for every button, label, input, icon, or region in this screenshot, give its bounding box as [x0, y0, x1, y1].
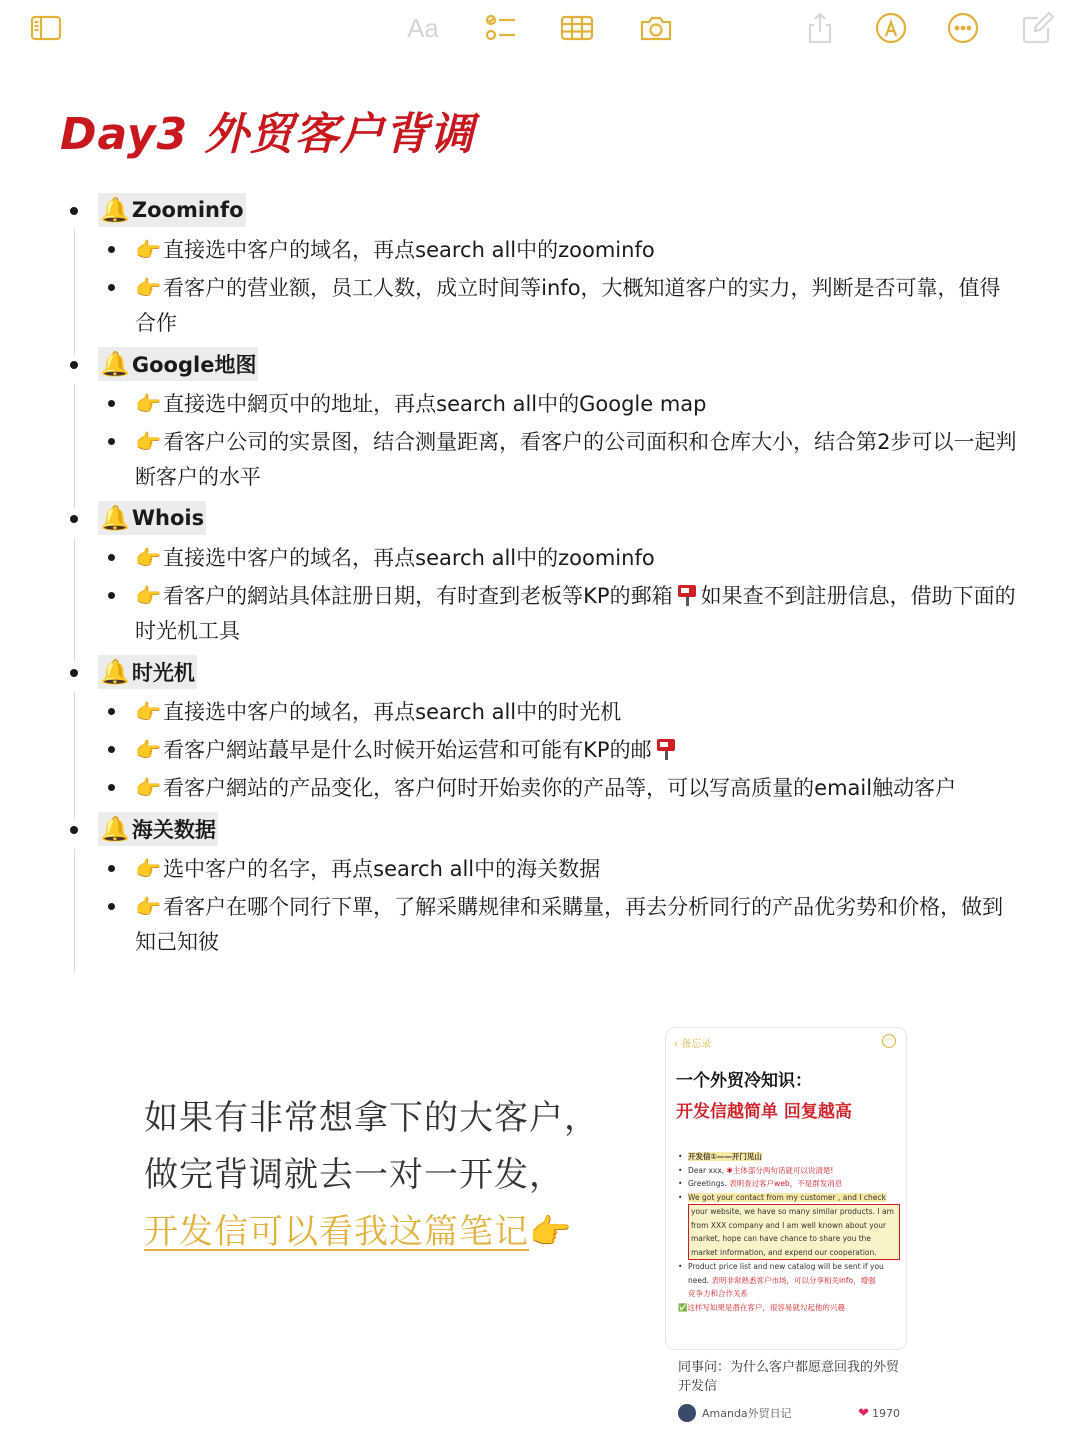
section-label-text: Whois	[131, 506, 205, 530]
list-item[interactable]	[135, 579, 1030, 649]
card-row	[674, 1150, 900, 1164]
sidebar-icon[interactable]	[26, 10, 66, 46]
compose-icon[interactable]	[1017, 10, 1057, 46]
note-thumbnail-card[interactable]	[665, 1027, 907, 1350]
card-text: from XXX company and I am well known about your	[691, 1220, 887, 1230]
share-icon[interactable]	[800, 10, 840, 46]
bullet	[70, 207, 78, 215]
bullet	[70, 669, 78, 677]
card-row	[674, 1260, 900, 1274]
author-name[interactable]: Amanda外贸日记	[702, 1407, 792, 1420]
section-label	[98, 501, 206, 535]
indent-guide	[74, 538, 75, 662]
card-row	[674, 1301, 900, 1315]
list-item[interactable]	[135, 771, 1030, 806]
back-link[interactable]: ‹ 备忘录	[674, 1039, 712, 1050]
bullet	[108, 284, 115, 291]
card-footer	[678, 1403, 900, 1423]
card-section-label: 开发信	[688, 1152, 711, 1161]
card-row	[674, 1164, 900, 1178]
card-row	[674, 1274, 900, 1288]
bullet	[108, 865, 115, 872]
text-format-icon[interactable]: Aa	[407, 12, 439, 43]
card-subheading: 开发信越简单 回复越高	[676, 1102, 852, 1122]
list-item-text: 直接选中網页中的地址，再点search all中的Google map	[163, 392, 707, 416]
card-note: ✱主体部分两句话就可以说清楚!	[726, 1165, 834, 1175]
bullet	[108, 708, 115, 715]
bullet	[108, 784, 115, 791]
section-label-text: 海关数据	[131, 818, 216, 842]
bullet	[108, 746, 115, 753]
more-icon[interactable]: ···	[882, 1034, 896, 1048]
promo-line: 做完背调就去一对一开发，	[144, 1155, 564, 1195]
section-whois	[60, 498, 1030, 649]
bullet	[108, 246, 115, 253]
section-heading[interactable]	[60, 652, 1030, 692]
section-label	[98, 812, 218, 846]
list-item[interactable]	[135, 387, 1030, 422]
list-item-text: 直接选中客户的域名，再点search all中的zoominfo	[163, 238, 655, 262]
pointing-hand-icon: 👉	[135, 700, 162, 724]
list-item[interactable]	[135, 233, 1030, 268]
section-label	[98, 347, 258, 381]
section-heading[interactable]	[60, 344, 1030, 384]
section-zoominfo	[60, 190, 1030, 341]
bullet	[70, 361, 78, 369]
list-item[interactable]	[135, 541, 1030, 576]
pointing-hand-icon: 👉	[135, 895, 162, 919]
section-wayback	[60, 652, 1030, 806]
card-highlight-box	[688, 1204, 900, 1260]
list-item-text: 看客户的網站具体註册日期，有时查到老板等KP的郵箱	[163, 584, 673, 608]
card-body	[674, 1150, 900, 1314]
pointing-hand-icon: 👉	[135, 776, 162, 800]
bell-icon: 🔔	[100, 196, 130, 224]
pointing-hand-icon: 👉	[135, 276, 162, 300]
pointing-hand-icon: 👉	[135, 430, 162, 454]
pointing-hand-icon: 👉	[135, 238, 162, 262]
like-count[interactable]	[858, 1406, 900, 1421]
card-note: 表明非常熟悉客户市场，可以分享相关info，增强	[711, 1275, 876, 1285]
list-item[interactable]	[135, 695, 1030, 730]
like-count-text: 1970	[872, 1406, 900, 1420]
bell-icon: 🔔	[100, 815, 130, 843]
check-icon: ✅	[678, 1302, 688, 1312]
list-item[interactable]	[135, 271, 1030, 341]
indent-guide	[74, 849, 75, 973]
card-text: Greetings.	[688, 1179, 727, 1188]
list-item-text: 直接选中客户的域名，再点search all中的时光机	[163, 700, 622, 724]
bullet	[108, 554, 115, 561]
card-text: Product price list and new catalog will be sent if you	[688, 1262, 884, 1271]
section-label-text: 时光机	[131, 661, 195, 685]
list-item-text: 直接选中客户的域名，再点search all中的zoominfo	[163, 546, 655, 570]
list-item[interactable]	[135, 890, 1030, 960]
bullet	[108, 438, 115, 445]
list-item-text: 看客户網站蕞早是什么时候开始运营和可能有KP的邮	[163, 738, 652, 762]
list-item-text: 看客户網站的产品变化，客户何时开始卖你的产品等，可以写高质量的email触动客户	[163, 776, 957, 800]
mailbox-icon	[677, 583, 697, 607]
section-heading[interactable]	[60, 809, 1030, 849]
card-note: 竞争力和合作关系	[688, 1289, 748, 1298]
indent-guide	[74, 230, 75, 354]
list-item[interactable]	[135, 852, 1030, 887]
keycap-icon: ①	[710, 1152, 717, 1161]
list-item[interactable]	[135, 425, 1030, 495]
more-icon[interactable]	[943, 10, 983, 46]
pointing-hand-icon: 👉	[135, 584, 162, 608]
section-heading[interactable]	[60, 190, 1030, 230]
card-text: market information, and expend our cooperation.	[691, 1247, 877, 1257]
heart-icon[interactable]: ❤	[858, 1405, 869, 1421]
pointing-hand-icon: 👉	[529, 1212, 573, 1252]
note-title: Day3 外贸客户背调	[60, 109, 475, 160]
card-caption[interactable]: 同事问：为什么客户都愿意回我的外贸开发信	[678, 1360, 900, 1394]
note-outline	[60, 190, 1030, 963]
bullet	[108, 400, 115, 407]
card-section-suffix: ——开门见山	[716, 1152, 762, 1161]
card-note-text: 主体部分两句话就可以说清楚!	[732, 1165, 834, 1175]
card-note: 这样写如果是潜在客户，很容易就勾起他的兴趣	[687, 1302, 845, 1312]
markup-icon[interactable]	[871, 10, 911, 46]
card-text: your website, we have so many similar products. I am	[691, 1207, 894, 1216]
bullet	[108, 903, 115, 910]
card-row	[674, 1177, 900, 1191]
promo-text	[144, 1090, 599, 1261]
card-row	[674, 1191, 900, 1205]
pointing-hand-icon: 👉	[135, 857, 162, 881]
section-google-map	[60, 344, 1030, 495]
section-label	[98, 655, 197, 689]
pointing-hand-icon: 👉	[135, 738, 162, 762]
section-label-text: Zoominfo	[131, 198, 244, 222]
list-item-text: 看客户的营业额，员工人数，成立时间等info，大概知道客户的实力，判断是否可靠，值得合作	[135, 276, 1001, 335]
section-heading[interactable]	[60, 498, 1030, 538]
pointing-hand-icon: 👉	[135, 392, 162, 416]
section-customs-data	[60, 809, 1030, 960]
bell-icon: 🔔	[100, 658, 130, 686]
section-label	[98, 193, 246, 227]
card-heading: 一个外贸冷知识：	[676, 1071, 812, 1091]
bullet	[70, 826, 78, 834]
bullet	[108, 592, 115, 599]
list-item-text: 选中客户的名字，再点search all中的海关数据	[163, 857, 601, 881]
card-text: market, hope can have chance to share you the	[691, 1234, 872, 1243]
card-text: need.	[688, 1275, 710, 1285]
bell-icon: 🔔	[100, 504, 130, 532]
promo-line: 如果有非常想拿下的大客户，	[144, 1098, 599, 1138]
bullet	[70, 515, 78, 523]
back-label: 备忘录	[681, 1039, 712, 1050]
checklist-icon[interactable]	[480, 10, 520, 46]
list-item-text: 看客户在哪个同行下單，了解采購规律和采購量，再去分析同行的产品优劣势和价格，做到知己知彼	[135, 895, 1004, 954]
card-note: 表明查过客户web，不是群发消息	[729, 1179, 843, 1188]
list-item[interactable]	[135, 733, 1030, 768]
note-link[interactable]: 开发信可以看我这篇笔记	[144, 1212, 529, 1252]
indent-guide	[74, 384, 75, 508]
pointing-hand-icon: 👉	[135, 546, 162, 570]
mailbox-icon	[656, 737, 676, 761]
table-icon[interactable]	[557, 10, 597, 46]
bell-icon: 🔔	[100, 350, 130, 378]
indent-guide	[74, 692, 75, 818]
list-item-text: 如果查不到註册信息，借助下面的时光机工具	[135, 584, 1016, 643]
avatar[interactable]	[678, 1404, 696, 1422]
section-label-text: Google地图	[131, 353, 257, 377]
list-item-text: 看客户公司的实景图，结合测量距离，看客户的公司面积和仓库大小，结合第2步可以一起判断客户的水平	[135, 430, 1017, 489]
toolbar	[0, 0, 1080, 58]
camera-icon[interactable]	[636, 10, 676, 46]
card-text: We got your contact from my customer , and I check	[688, 1192, 886, 1202]
card-text: Dear xxx,	[688, 1165, 725, 1175]
